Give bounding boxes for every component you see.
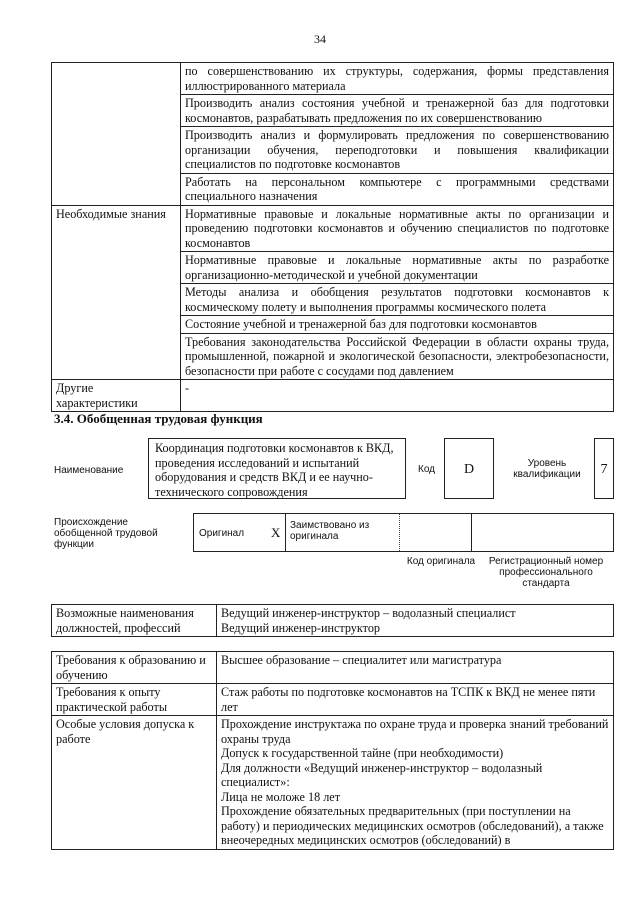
table-cell: Нормативные правовые и локальные нормативные акты по разработке организационно-методической и учебной документации [181, 252, 614, 284]
section-title: 3.4. Обобщенная трудовая функция [54, 411, 263, 426]
table-cell: Состояние учебной и тренажерной баз для подготовки космонавтов [181, 316, 614, 334]
name-label: Наименование [54, 465, 124, 476]
skills-knowledge-table [51, 62, 614, 412]
reg-number-cell [472, 514, 613, 551]
original-mark: X [271, 525, 281, 540]
function-name-box: Координация подготовки космонавтов к ВКД, проведения исследований и испытаний оборудования и средств ВКД и ее научно-технического сопровождения [148, 438, 406, 499]
table-row [52, 380, 614, 412]
borrowed-label: Заимствовано из оригинала [290, 520, 370, 542]
row-label: Требования к опыту практической работы [52, 684, 217, 716]
row-label: Другие характеристики [52, 380, 181, 412]
table-cell: Производить анализ состояния учебной и тренажерной баз для подготовки космонавтов, разрабатывать предложения по их совершенствованию [181, 95, 614, 127]
table-cell: Нормативные правовые и локальные нормативные акты по организации и проведению подготовки космонавтов и обучению специалистов по подготовке космонавтов [181, 205, 614, 252]
position-item: Ведущий инженер-инструктор – водолазный специалист [221, 606, 516, 620]
condition-item: Лица не моложе 18 лет [221, 789, 341, 804]
table-cell [217, 716, 614, 850]
table-row [52, 205, 614, 252]
table-cell: по совершенствованию их структуры, содержания, формы представления иллюстрированного материала [181, 63, 614, 95]
condition-item: Для должности «Ведущий инженер-инструктор – водолазный специалист»: [221, 760, 543, 789]
table-row [52, 652, 614, 684]
origin-row [193, 513, 614, 552]
row-label [52, 63, 181, 206]
row-label: Возможные наименования должностей, профессий [52, 605, 217, 637]
code-value-box: D [444, 438, 494, 499]
condition-item: Прохождение обязательных предварительных (при поступлении на работу) и периодических медицинских осмотров (обследований), а также внеочередных медицинских осмотров (обследований) в [221, 804, 604, 847]
condition-item: Прохождение инструктажа по охране труда и проверка знаний требований охраны труда [221, 717, 609, 746]
table-row [52, 716, 614, 850]
position-item: Ведущий инженер-инструктор [221, 620, 381, 635]
table-cell: Производить анализ и формулировать предложения по совершенствованию организации обучения, переподготовки и повышения квалификации специалистов по подготовке космонавтов [181, 127, 614, 174]
code-label: Код [418, 464, 436, 475]
table-cell: - [181, 380, 614, 412]
original-label: Оригинал [199, 528, 245, 539]
table-cell [217, 605, 614, 637]
table-row [52, 63, 614, 95]
row-label: Необходимые знания [52, 205, 181, 380]
origin-code-cell [400, 514, 472, 551]
requirements-table [51, 651, 614, 850]
table-cell: Работать на персональном компьютере с программными средствами специального назначения [181, 173, 614, 205]
condition-item: Допуск к государственной тайне (при необходимости) [221, 746, 504, 760]
code-caption: Код оригинала [406, 556, 476, 567]
positions-table [51, 604, 614, 637]
level-value-box: 7 [594, 438, 614, 499]
table-cell: Стаж работы по подготовке космонавтов на ТСПК к ВКД не менее пяти лет [217, 684, 614, 716]
row-label: Требования к образованию и обучению [52, 652, 217, 684]
level-label: Уровень квалификации [513, 458, 581, 480]
original-cell [194, 514, 286, 551]
row-label: Особые условия допуска к работе [52, 716, 217, 850]
table-cell: Методы анализа и обобщения результатов подготовки космонавтов к космическому полету и выполнения программы космического полета [181, 284, 614, 316]
page-number: 34 [314, 32, 326, 46]
table-cell: Требования законодательства Российской Федерации в области охраны труда, промышленной, пожарной и экологической безопасности, электробезопасности, безопасности при работе с сосудами под давлением [181, 333, 614, 380]
table-row [52, 684, 614, 716]
reg-caption: Регистрационный номер профессионального стандарта [488, 556, 604, 589]
origin-label: Происхождение обобщенной трудовой функции [54, 517, 158, 550]
borrowed-cell [286, 514, 400, 551]
table-cell: Высшее образование – специалитет или магистратура [217, 652, 614, 684]
table-row [52, 605, 614, 637]
